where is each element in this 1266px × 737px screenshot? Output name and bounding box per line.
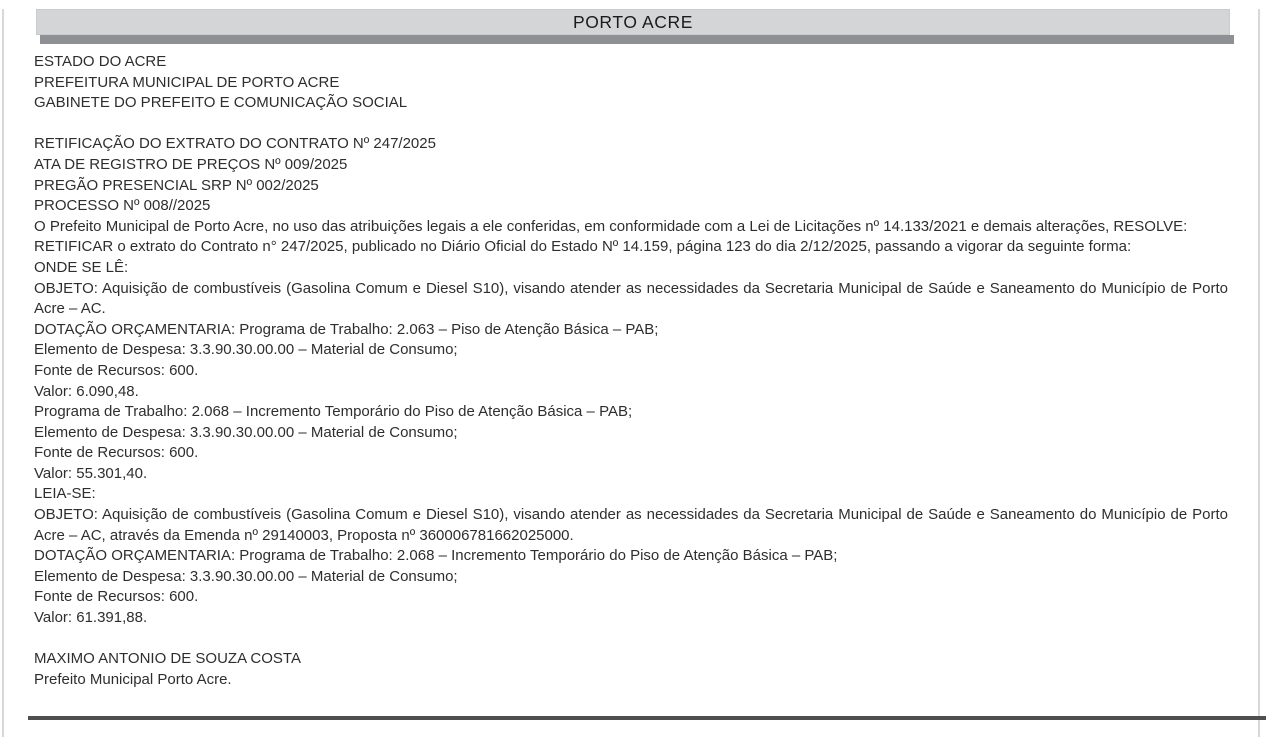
doc-paragraph: Elemento de Despesa: 3.3.90.30.00.00 – Material de Consumo; <box>34 423 458 441</box>
header-shadow-bar <box>40 35 1234 44</box>
agency-line: ESTADO DO ACRE <box>34 53 167 70</box>
doc-paragraph: Fonte de Recursos: 600. <box>34 588 199 606</box>
agency-line: GABINETE DO PREFEITO E COMUNICAÇÃO SOCIAL <box>34 94 408 112</box>
municipality-section-header <box>36 9 1230 35</box>
doc-title-line: RETIFICAÇÃO DO EXTRATO DO CONTRATO Nº 247/2025 <box>34 135 436 153</box>
spacer <box>34 114 1228 135</box>
agency-line: PREFEITURA MUNICIPAL DE PORTO ACRE <box>34 73 340 91</box>
bottom-divider-rule <box>28 716 1266 720</box>
doc-paragraph: ONDE SE LÊ: <box>34 258 129 276</box>
signature-name: MAXIMO ANTONIO DE SOUZA COSTA <box>34 650 301 668</box>
doc-title-line: PROCESSO Nº 008//2025 <box>34 197 211 215</box>
doc-title-line: ATA DE REGISTRO DE PREÇOS Nº 009/2025 <box>34 155 348 173</box>
spacer <box>34 629 1228 650</box>
page-left-edge <box>2 9 4 737</box>
doc-paragraph: Valor: 6.090,48. <box>34 382 139 400</box>
doc-paragraph: Elemento de Despesa: 3.3.90.30.00.00 – Material de Consumo; <box>34 567 458 585</box>
doc-paragraph: Fonte de Recursos: 600. <box>34 361 199 379</box>
gazette-document <box>34 52 1228 690</box>
doc-paragraph: RETIFICAR o extrato do Contrato n° 247/2025, publicado no Diário Oficial do Estado Nº 14.159, página 123 do dia 2/12/2025, passando a vigorar da seguinte forma: <box>34 238 1132 256</box>
doc-paragraph: Programa de Trabalho: 2.068 – Incremento Temporário do Piso de Atenção Básica – PAB; <box>34 403 633 421</box>
doc-title-line: PREGÃO PRESENCIAL SRP Nº 002/2025 <box>34 176 319 194</box>
doc-paragraph: Fonte de Recursos: 600. <box>34 444 199 462</box>
doc-paragraph: LEIA-SE: <box>34 485 96 503</box>
doc-paragraph: Elemento de Despesa: 3.3.90.30.00.00 – Material de Consumo; <box>34 341 458 359</box>
page-right-edge <box>1258 9 1260 737</box>
doc-paragraph: DOTAÇÃO ORÇAMENTARIA: Programa de Trabalho: 2.063 – Piso de Atenção Básica – PAB; <box>34 320 659 338</box>
doc-paragraph: DOTAÇÃO ORÇAMENTARIA: Programa de Trabalho: 2.068 – Incremento Temporário do Piso de Atenção Básica – PAB; <box>34 547 838 565</box>
signature-role: Prefeito Municipal Porto Acre. <box>34 670 232 688</box>
doc-paragraph: OBJETO: Aquisição de combustíveis (Gasolina Comum e Diesel S10), visando atender as necessidades da Secretaria Municipal de Saúde e Saneamento do Município de Porto Acre – AC, através da Emenda nº 29140003, Proposta nº 360006781662025000. <box>34 506 1228 544</box>
doc-paragraph: Valor: 61.391,88. <box>34 609 148 627</box>
doc-paragraph: O Prefeito Municipal de Porto Acre, no uso das atribuições legais a ele conferidas, em conformidade com a Lei de Licitações nº 14.133/2021 e demais alterações, RESOLVE: <box>34 217 1188 235</box>
municipality-title: PORTO ACRE <box>572 12 694 32</box>
doc-paragraph: OBJETO: Aquisição de combustíveis (Gasolina Comum e Diesel S10), visando atender as necessidades da Secretaria Municipal de Saúde e Saneamento do Município de Porto Acre – AC. <box>34 279 1228 318</box>
doc-paragraph: Valor: 55.301,40. <box>34 464 148 482</box>
